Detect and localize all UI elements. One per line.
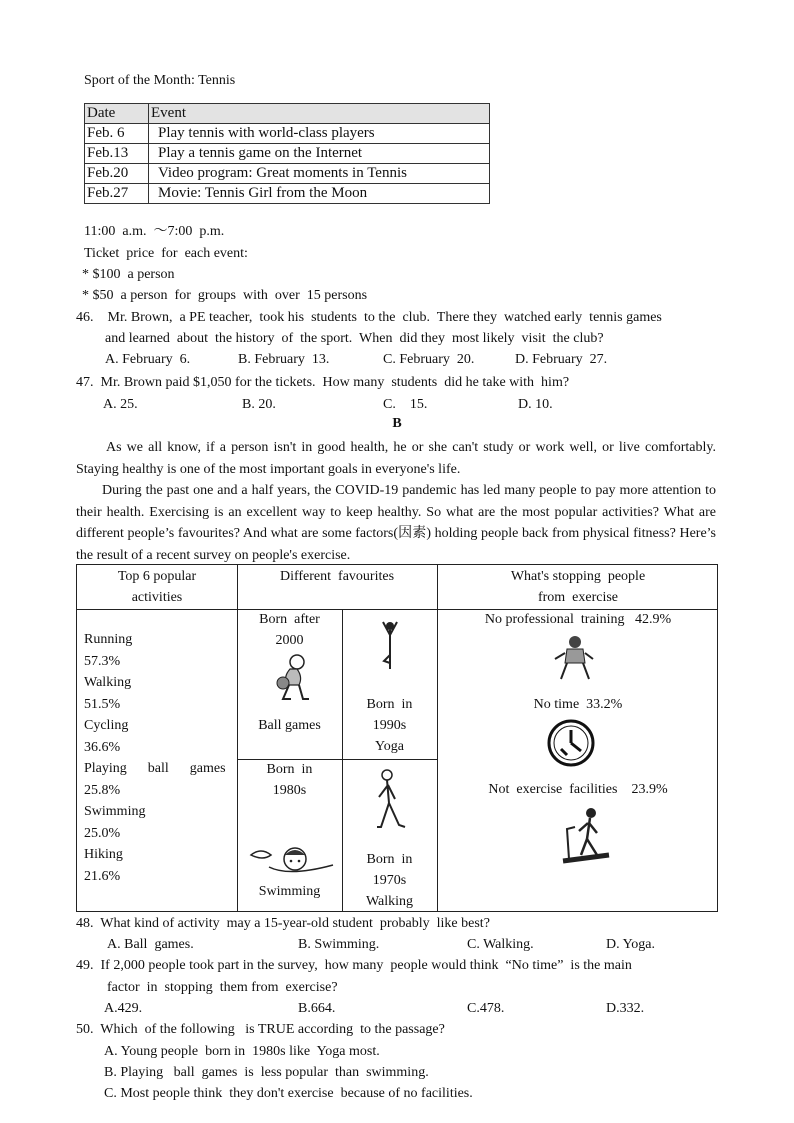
born-1970-activity: Walking [365,894,414,909]
option-b: B. February 13. [238,352,330,367]
option-c: C.478. [467,1001,505,1016]
event-date: Feb.20 [85,164,149,184]
option-c: C. February 20. [383,352,475,367]
activity-name: Walking [84,675,132,690]
born-1990-year: 1990s [372,718,407,733]
option-c: C. Most people think they don't exercise because of no facilities. [104,1086,473,1101]
header-favourites: Different favourites [279,569,395,584]
option-d: D. 10. [518,397,553,412]
treadmill-icon [561,805,611,865]
activity-pct: 57.3% [84,653,121,669]
born-2000-label: Born after [259,612,320,627]
event-name: Movie: Tennis Girl from the Moon [149,184,490,204]
activity-pct: 51.5% [84,696,121,712]
paragraph-2: During the past one and a half years, the COVID-19 pandemic has led many people to pay more attention to their health. Exercising is an excellent way to keep healthy. So what are the most popular activities? What are different people’s favourites? And what are some factors(因素) holding people back from physical fitness? Here’s the result of a recent survey on people's exercise. [76,483,716,563]
table-row [85,124,490,144]
option-a: A. Ball games. [107,937,194,952]
ticket-price-single: * $100 a person [82,267,175,282]
survey-table [76,564,718,912]
table-header-date: Date [85,104,149,124]
event-date: Feb.27 [85,184,149,204]
option-a: A. Young people born in 1980s like Yoga most. [104,1044,380,1059]
event-date: Feb. 6 [85,124,149,144]
born-1970-label: Born in [366,852,413,867]
event-schedule-table [84,103,490,204]
event-name: Play a tennis game on the Internet [149,144,490,164]
table-row [85,184,490,204]
activity-pct: 21.6% [84,868,121,884]
event-date: Feb.13 [85,144,149,164]
born-2000-year: 2000 [275,633,304,648]
table-row [85,164,490,184]
question-49: 49. If 2,000 people took part in the survey, how many people would think “No time” is the main [76,958,632,973]
option-a: A. February 6. [105,352,191,367]
activity-name: Cycling [84,718,129,733]
reason-no-training: No professional training 42.9% [484,612,672,627]
activity-pct: 25.0% [84,825,121,841]
option-b: B. Playing ball games is less popular than swimming. [104,1065,429,1080]
table-header-event: Event [149,104,490,124]
question-48: 48. What kind of activity may a 15-year-old student probably like best? [76,916,490,931]
born-1980-label: Born in [266,762,313,777]
option-d: D.332. [606,1001,645,1016]
option-a: A.429. [104,1001,143,1016]
event-name: Play tennis with world-class players [149,124,490,144]
born-1990-activity: Yoga [375,739,404,754]
born-2000-activity: Ball games [258,718,321,733]
born-1980-year: 1980s [272,783,307,798]
table-header-row [85,104,490,124]
paragraph-1: As we all know, if a person isn't in good health, he or she can't study or work well, or live comfortably. Staying healthy is one of the most important goals in everyone's life. [76,440,716,477]
header-popular-2: activities [131,590,183,605]
walker-icon [373,769,407,831]
training-person-icon [553,635,595,681]
question-50: 50. Which of the following is TRUE according to the passage? [76,1022,445,1037]
ball-player-icon [273,653,313,703]
activity-name: Hiking [84,847,123,862]
question-46-cont: and learned about the history of the sport. When did they most likely visit the club? [105,331,604,346]
reason-no-facilities: Not exercise facilities 23.9% [488,782,668,797]
header-stopping-2: from exercise [537,590,619,605]
event-time: 11:00 a.m. ～7:00 p.m. [84,224,225,239]
born-1990-label: Born in [366,697,413,712]
sport-of-month-title: Sport of the Month: Tennis [84,73,236,88]
option-c: C. Walking. [467,937,534,952]
clock-icon [547,719,595,767]
swimmer-icon [249,843,335,879]
popular-activities-list [84,629,232,887]
option-d: D. Yoga. [606,937,656,952]
option-b: B.664. [298,1001,336,1016]
option-d: D. February 27. [515,352,608,367]
activity-pct: 36.6% [84,739,121,755]
activity-pct: 25.8% [84,782,121,798]
activity-name: Running [84,632,133,647]
born-1980-activity: Swimming [258,884,321,899]
reason-no-time: No time 33.2% [533,697,623,712]
ticket-price-group: * $50 a person for groups with over 15 persons [82,288,368,303]
event-name: Video program: Great moments in Tennis [149,164,490,184]
question-47: 47. Mr. Brown paid $1,050 for the tickets. How many students did he take with him? [76,375,570,390]
born-1970-year: 1970s [372,873,407,888]
option-a: A. 25. [103,397,138,412]
header-popular-1: Top 6 popular [117,569,197,584]
table-row [85,144,490,164]
question-49-cont: factor in stopping them from exercise? [107,980,338,995]
option-b: B. 20. [242,397,276,412]
question-46: 46. Mr. Brown, a PE teacher, took his students to the club. There they watched early tennis games [76,310,662,325]
ticket-title: Ticket price for each event: [84,246,248,261]
option-c: C. 15. [383,397,428,412]
activity-name: Swimming [84,804,146,819]
header-stopping-1: What's stopping people [510,569,646,584]
yoga-icon [379,621,401,671]
option-b: B. Swimming. [298,937,380,952]
section-b-heading: B [392,416,402,431]
activity-name: Playing ball games [84,761,226,776]
